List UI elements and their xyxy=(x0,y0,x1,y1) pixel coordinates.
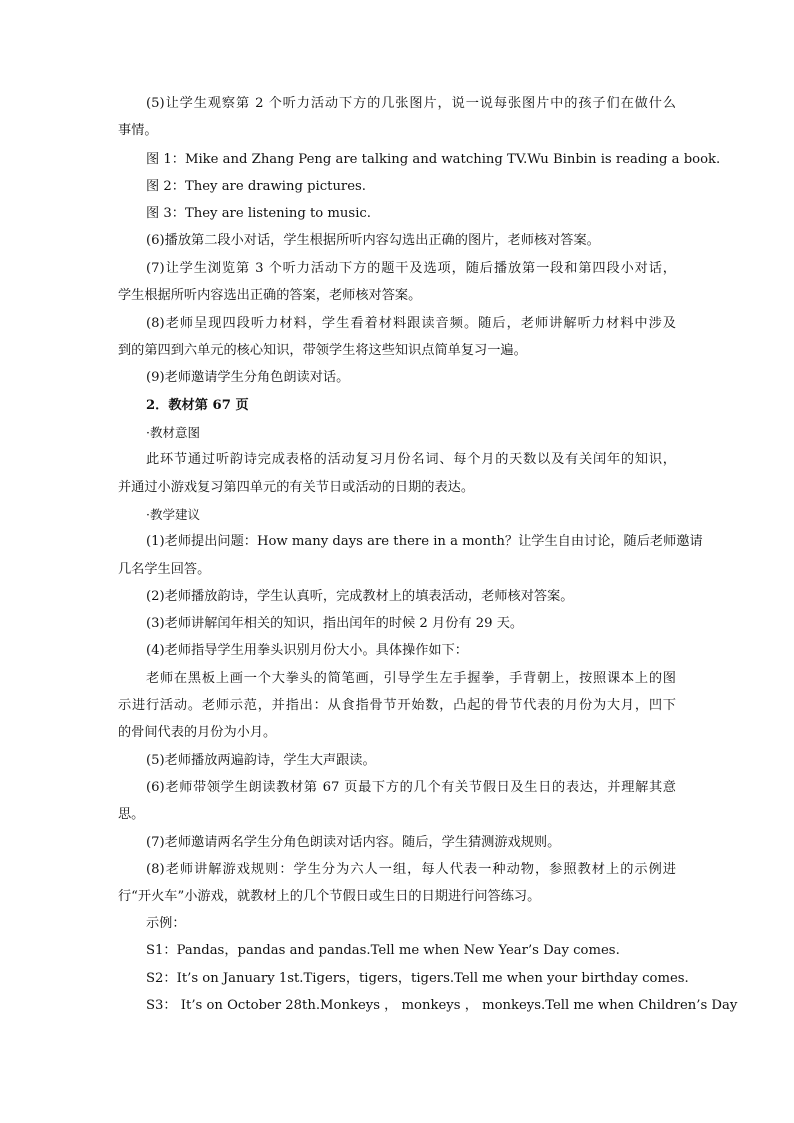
paragraph-line: 行“开火车”小游戏，就教材上的几个节假日或生日的日期进行问答练习。 xyxy=(118,889,541,904)
paragraph-line: 示进行活动。老师示范，并指出：从食指骨节开始数，凸起的骨节代表的月份为大月，凹下 xyxy=(118,698,676,713)
paragraph-line: 学生根据所听内容选出正确的答案，老师核对答案。 xyxy=(118,288,422,303)
paragraph-line: (1)老师提出问题：How many days are there in a month？让学生自由讨论，随后老师邀请 xyxy=(146,534,703,549)
paragraph-line: 图 2：They are drawing pictures. xyxy=(146,179,367,194)
paragraph-line: (3)老师讲解闰年相关的知识，指出闰年的时候 2 月份有 29 天。 xyxy=(146,616,524,631)
paragraph-line: 事情。 xyxy=(118,123,158,138)
paragraph-line: (8)老师讲解游戏规则：学生分为六人一组，每人代表一种动物，参照教材上的示例进 xyxy=(146,862,676,877)
example-line: S2：It’s on January 1st.Tigers，tigers，tigers.Tell me when your birthday comes. xyxy=(146,971,689,986)
subheading: ·教材意图 xyxy=(146,425,200,440)
example-line: S3： It’s on October 28th.Monkeys ， monkeys ， monkeys.Tell me when Children’s Day xyxy=(146,998,738,1013)
paragraph-line: 到的第四到六单元的核心知识，带领学生将这些知识点简单复习一遍。 xyxy=(118,343,527,358)
paragraph-line: 图 1：Mike and Zhang Peng are talking and watching TV.Wu Binbin is reading a book. xyxy=(146,152,721,167)
paragraph-line: 老师在黑板上画一个大拳头的简笔画，引导学生左手握拳，手背朝上，按照课本上的图 xyxy=(146,671,676,686)
paragraph-line: (7)老师邀请两名学生分角色朗读对话内容。随后，学生猜测游戏规则。 xyxy=(146,835,561,850)
paragraph-line: (6)老师带领学生朗读教材第 67 页最下方的几个有关节假日及生日的表达，并理解其意 xyxy=(146,780,676,795)
paragraph-line: (4)老师指导学生用拳头识别月份大小。具体操作如下： xyxy=(146,643,468,658)
paragraph-line: (5)让学生观察第 2 个听力活动下方的几张图片，说一说每张图片中的孩子们在做什么 xyxy=(146,96,676,111)
paragraph-line: (8)老师呈现四段听力材料，学生看着材料跟读音频。随后，老师讲解听力材料中涉及 xyxy=(146,316,676,331)
section-heading: 2．教材第 67 页 xyxy=(146,398,249,413)
paragraph-line: (6)播放第二段小对话，学生根据所听内容勾选出正确的图片，老师核对答案。 xyxy=(146,233,600,248)
example-line: S1：Pandas，pandas and pandas.Tell me when New Year’s Day comes. xyxy=(146,943,620,958)
subheading: ·教学建议 xyxy=(146,507,200,522)
paragraph-line: 示例： xyxy=(146,916,186,931)
paragraph-line: 此环节通过听韵诗完成表格的活动复习月份名词、每个月的天数以及有关闰年的知识， xyxy=(146,452,676,467)
paragraph-line: 思。 xyxy=(118,807,145,822)
paragraph-line: (5)老师播放两遍韵诗，学生大声跟读。 xyxy=(146,753,376,768)
paragraph-line: 图 3：They are listening to music. xyxy=(146,206,371,221)
paragraph-line: 的骨间代表的月份为小月。 xyxy=(118,725,277,740)
paragraph-line: 几名学生回答。 xyxy=(118,562,211,577)
paragraph-line: (7)让学生浏览第 3 个听力活动下方的题干及选项，随后播放第一段和第四段小对话， xyxy=(146,261,676,276)
paragraph-line: (2)老师播放韵诗，学生认真听，完成教材上的填表活动，老师核对答案。 xyxy=(146,589,574,604)
paragraph-line: 并通过小游戏复习第四单元的有关节日或活动的日期的表达。 xyxy=(118,480,475,495)
paragraph-line: (9)老师邀请学生分角色朗读对话。 xyxy=(146,370,350,385)
